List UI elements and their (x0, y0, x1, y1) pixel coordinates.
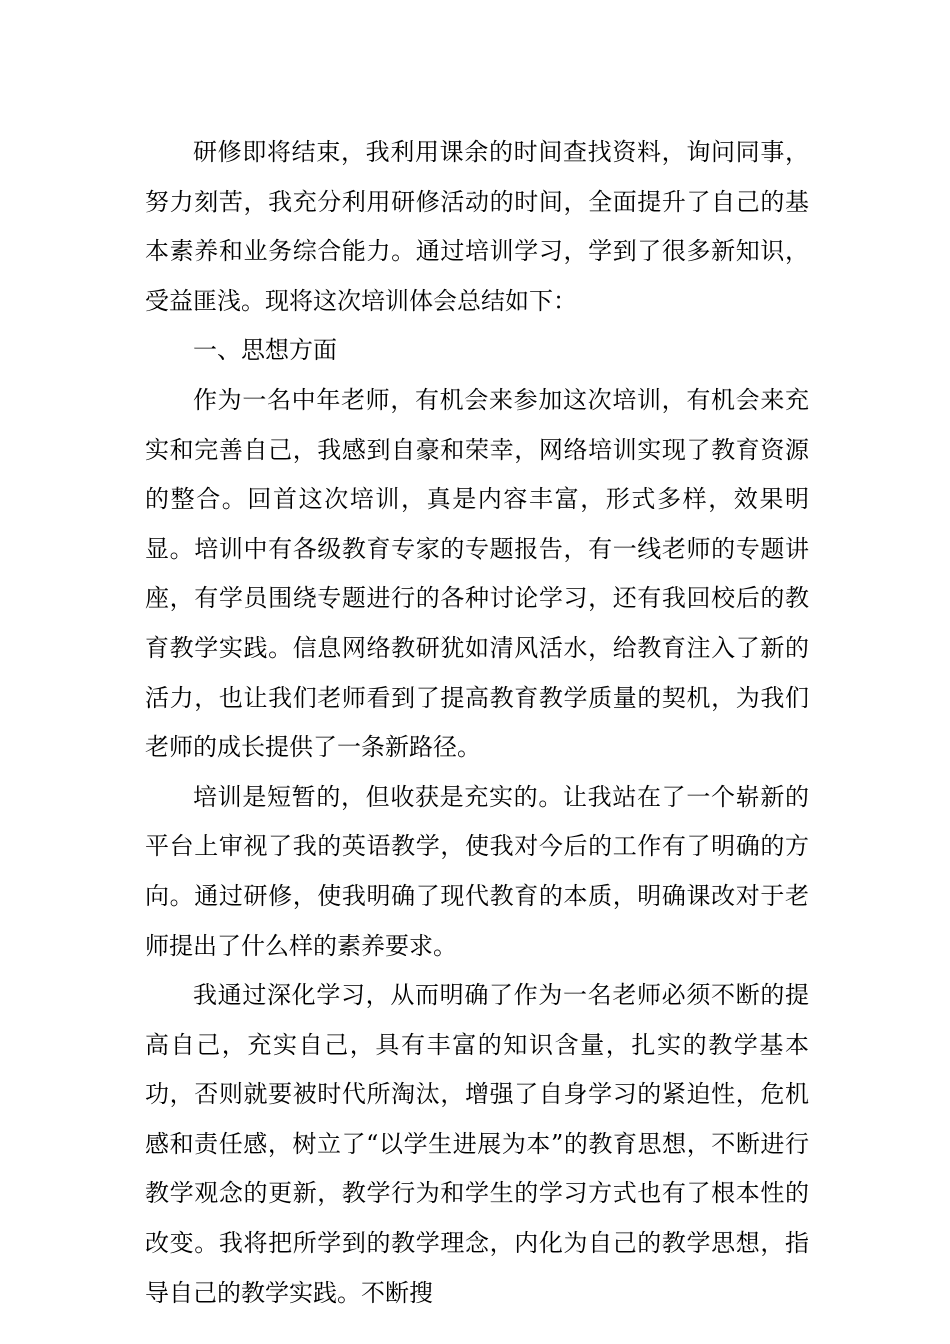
paragraph-intro: 研修即将结束，我利用课余的时间查找资料，询问同事，努力刻苦，我充分利用研修活动的时间，全面提升了自己的基本素养和业务综合能力。通过培训学习，学到了很多新知识，受益匪浅。现将这次培训体会总结如下： (145, 138, 809, 315)
paragraph-training-gains: 培训是短暂的，但收获是充实的。让我站在了一个崭新的平台上审视了我的英语教学，使我对今后的工作有了明确的方向。通过研修，使我明确了现代教育的本质，明确课改对于老师提出了什么样的素养要求。 (145, 782, 809, 960)
paragraph-deep-learning: 我通过深化学习，从而明确了作为一名老师必须不断的提高自己，充实自己，具有丰富的知识含量，扎实的教学基本功，否则就要被时代所淘汰，增强了自身学习的紧迫性，危机感和责任感，树立了“以学生进展为本”的教育思想，不断进行教学观念的更新，教学行为和学生的学习方式也有了根本性的改变。我将把所学到的教学理念，内化为自己的教学思想，指导自己的教学实践。不断搜 (145, 981, 809, 1307)
section-heading-thought: 一、思想方面 (193, 336, 337, 365)
paragraph-training-review: 作为一名中年老师，有机会来参加这次培训，有机会来充实和完善自己，我感到自豪和荣幸，网络培训实现了教育资源的整合。回首这次培训，真是内容丰富，形式多样，效果明显。培训中有各级教育专家的专题报告，有一线老师的专题讲座，有学员围绕专题进行的各种讨论学习，还有我回校后的教育教学实践。信息网络教研犹如清风活水，给教育注入了新的活力，也让我们老师看到了提高教育教学质量的契机，为我们老师的成长提供了一条新路径。 (145, 385, 809, 762)
document-body (145, 128, 809, 1318)
